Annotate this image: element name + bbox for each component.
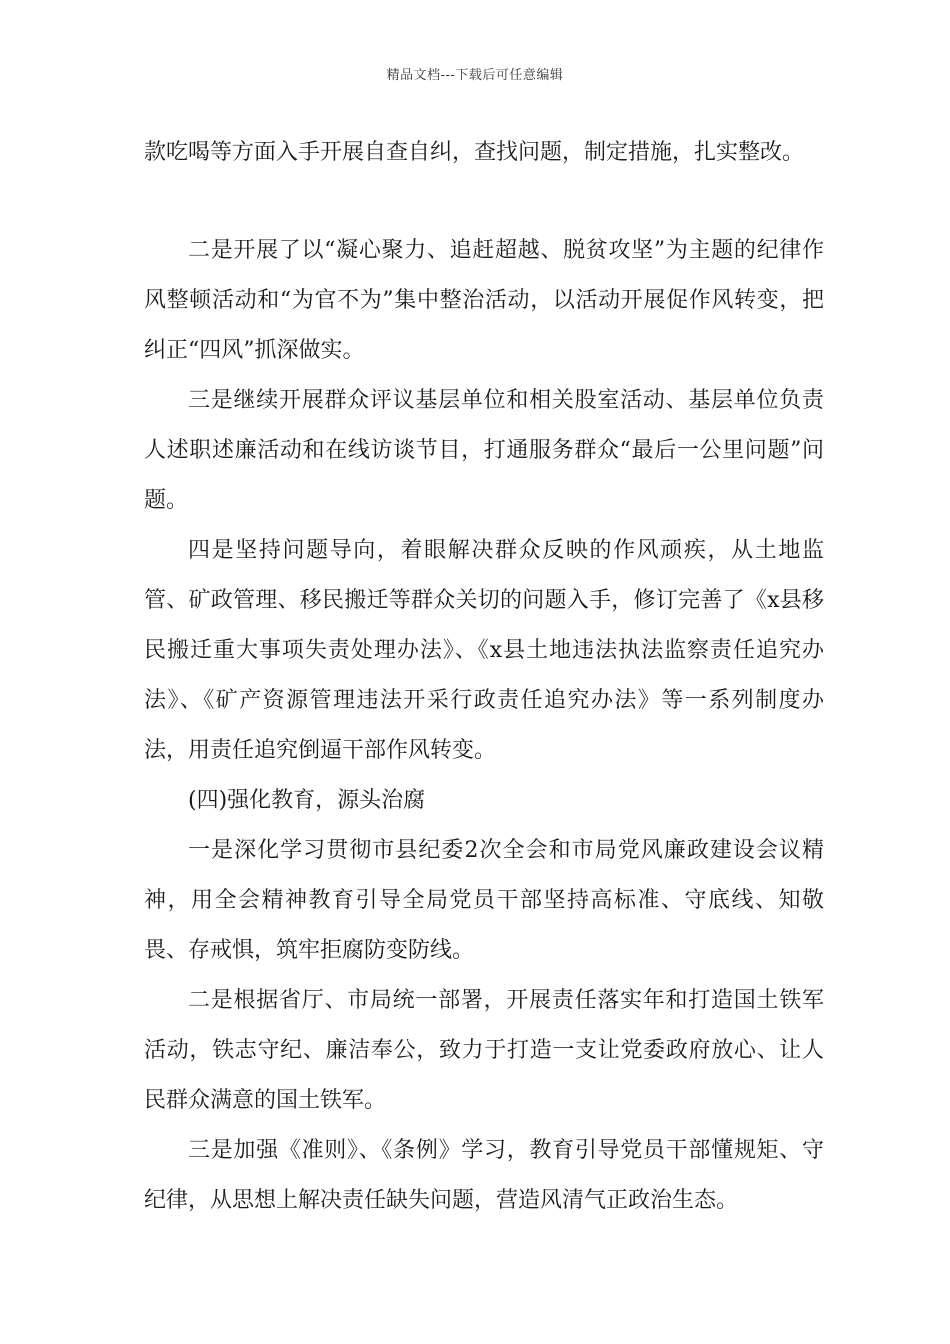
paragraph-item-4: 四是坚持问题导向，着眼解决群众反映的作风顽疾，从土地监管、矿政管理、移民搬迁等群众关切的问题入手，修订完善了《x县移民搬迁重大事项失责处理办法》、《x县土地违法执法监察责任追究办法》、《矿产资源管理违法开采行政责任追究办法》等一系列制度办法，用责任追究倒逼干部作风转变。 [144,538,824,763]
section-heading: (四)强化教育，源头治腐 [188,788,426,813]
paragraph-continuation: 款吃喝等方面入手开展自查自纠，查找问题，制定措施，扎实整改。 [144,140,805,165]
paragraph-gap [144,178,824,226]
paragraph-education-1: 一是深化学习贯彻市县纪委2次全会和市局党风廉政建设会议精神，用全会精神教育引导全局党员干部坚持高标准、守底线、知敬畏、存戒惧，筑牢拒腐防变防线。 [144,838,824,963]
document-body [144,128,824,1226]
paragraph-education-2: 二是根据省厅、市局统一部署，开展责任落实年和打造国土铁军活动，铁志守纪、廉洁奉公，致力于打造一支让党委政府放心、让人民群众满意的国土铁军。 [144,988,824,1113]
paragraph-education-3: 三是加强《准则》、《条例》学习，教育引导党员干部懂规矩、守纪律，从思想上解决责任缺失问题，营造风清气正政治生态。 [144,1138,824,1213]
paragraph-item-2: 二是开展了以“凝心聚力、追赶超越、脱贫攻坚”为主题的纪律作风整顿活动和“为官不为”集中整治活动，以活动开展促作风转变，把纠正“四风”抓深做实。 [144,238,824,363]
paragraph-item-3: 三是继续开展群众评议基层单位和相关股室活动、基层单位负责人述职述廉活动和在线访谈节目，打通服务群众“最后一公里问题”问题。 [144,388,824,513]
page-header: 精品文档---下载后可任意编辑 [386,68,564,83]
